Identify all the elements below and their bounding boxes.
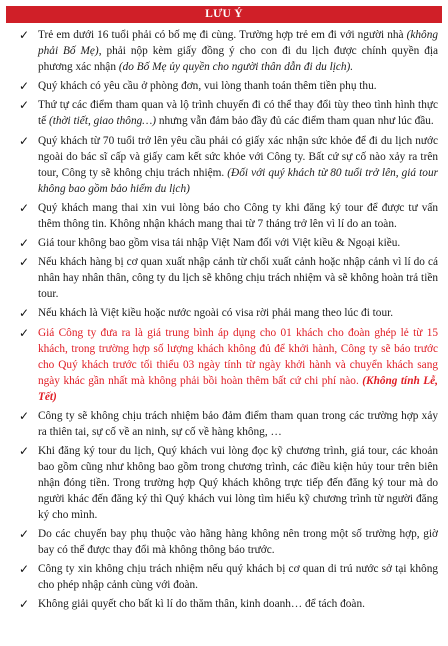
text-run: Quý khách từ 70 tuổi trở lên yêu cầu phải có giấy xác nhận sức khỏe để đi du lịch nước ngoài do bác sĩ cấp và giấy cam kết sức khỏe với Công ty. Bất cứ sự cố nào xảy ra trên tour, Công ty sẽ không chịu trách nhiệm. xyxy=(38,134,438,179)
list-item-text xyxy=(38,325,438,405)
list-item xyxy=(0,254,448,302)
list-item-text xyxy=(38,133,438,197)
list-item xyxy=(0,443,448,523)
list-item-text xyxy=(38,97,438,129)
text-run: nhưng vẫn đảm bảo đầy đủ các điểm tham quan như lúc đầu. xyxy=(156,115,434,128)
text-run: (không phải Bố Mẹ) xyxy=(38,29,438,57)
list-item-text xyxy=(38,305,438,321)
list-item xyxy=(0,235,448,251)
checkmark-icon: ✓ xyxy=(19,98,30,113)
text-run: (Không tính Lễ, Tết) xyxy=(38,374,438,403)
checkmark-icon: ✓ xyxy=(19,306,30,321)
text-run: Khi đăng ký tour du lịch, Quý khách vui lòng đọc kỹ chương trình, giá tour, các khoản bao gồm cũng như không bao gồm trong chương trình, các điều kiện hủy tour trên biên nhận đóng tiền. Trong trường hợp Quý khách không trực tiếp đến đăng ký tour mà do người khác đến đăng ký thì Quý khách vui lòng tìm hiểu kỹ chương trình từ người đăng ký cho mình. xyxy=(38,444,438,521)
list-item-text xyxy=(38,408,438,440)
list-item xyxy=(0,596,448,612)
list-item-text xyxy=(38,561,438,593)
list-item xyxy=(0,408,448,440)
text-run: Quý khách mang thai xin vui lòng báo cho Công ty khi đăng ký tour để được tư vấn thêm thông tin. Không nhận khách mang thai từ 7 tháng trở lên vì lí do an toàn. xyxy=(38,201,438,230)
checkmark-icon: ✓ xyxy=(19,527,30,542)
list-item-text xyxy=(38,235,438,251)
list-item-text xyxy=(38,200,438,232)
list-item xyxy=(0,200,448,232)
page-title: LƯU Ý xyxy=(6,6,442,23)
text-run: (thời tiết, giao thông…) xyxy=(48,115,157,128)
text-run: (Đối với quý khách từ 80 tuổi trở lên, giá tour không bao gồm bảo hiểm du lịch) xyxy=(38,166,438,195)
list-item-text xyxy=(38,443,438,523)
checkmark-icon: ✓ xyxy=(19,235,30,250)
text-run: Công ty sẽ không chịu trách nhiệm bảo đảm điểm tham quan trong các trường hợp xảy ra thiên tai, sự cố về an ninh, sự cố về hàng không, … xyxy=(38,409,438,438)
checkmark-icon: ✓ xyxy=(19,79,30,94)
text-run: Công ty xin không chịu trách nhiệm nếu quý khách bị cơ quan di trú nước sở tại không cho phép nhập cảnh cùng với đoàn. xyxy=(38,563,438,592)
list-item xyxy=(0,526,448,558)
text-run: Không giải quyết cho bất kì lí do thăm thân, kinh doanh… để tách đoàn. xyxy=(38,598,365,611)
text-run: Giá Công ty đưa ra là giá trung bình áp dụng cho 01 khách cho đoàn ghép lẻ từ 15 khách, trong trường hợp số lượng khách không đủ để khởi hành, Công ty sẽ báo trước cho Quý khách trước tối thiểu 03 ngày tính từ ngày khởi hành và chuyển khách sang ngày khác gần nhất mà không phải bồi hoàn thêm bất cứ chi phí nào. xyxy=(38,326,438,387)
checkmark-icon: ✓ xyxy=(19,255,30,270)
list-item xyxy=(0,305,448,321)
text-run: Nếu khách là Việt kiều hoặc nước ngoài có visa rời phải mang theo lúc đi tour. xyxy=(38,307,394,320)
list-item xyxy=(0,133,448,197)
checkmark-icon: ✓ xyxy=(19,200,30,215)
text-run: (do Bố Mẹ ủy quyền cho người thân dẫn đi du lịch). xyxy=(118,61,354,73)
list-item xyxy=(0,561,448,593)
list-item xyxy=(0,97,448,129)
list-item-text xyxy=(38,27,438,75)
text-run: Nếu khách hàng bị cơ quan xuất nhập cảnh từ chối xuất cảnh hoặc nhập cảnh vì lí do cá nhân hay nhân thân, công ty du lịch sẽ không chịu trách nhiệm và sẽ không hoàn trả tiền tour. xyxy=(38,256,438,301)
list-item-text xyxy=(38,596,438,612)
text-run: Quý khách có yêu cầu ở phòng đơn, vui lòng thanh toán thêm tiền phụ thu. xyxy=(38,80,377,93)
checkmark-icon: ✓ xyxy=(19,443,30,458)
list-item xyxy=(0,27,448,75)
checkmark-icon: ✓ xyxy=(19,133,30,148)
text-run: Giá tour không bao gồm visa tái nhập Việt Nam đối với Việt kiều & Ngoại kiều. xyxy=(38,236,401,249)
checkmark-icon: ✓ xyxy=(19,562,30,577)
text-run: , phải nộp kèm giấy đồng ý cho con đi du lịch được chính quyền địa phương xác nhận xyxy=(38,45,439,73)
list-item-text xyxy=(38,254,438,302)
notes-list xyxy=(0,27,448,616)
checkmark-icon: ✓ xyxy=(19,597,30,612)
list-item-text xyxy=(38,526,438,558)
checkmark-icon: ✓ xyxy=(19,28,30,42)
list-item-text xyxy=(38,78,438,94)
text-run: Thứ tự các điểm tham quan và lộ trình chuyến đi có thể thay đổi tùy theo tình hình thực tế xyxy=(38,99,438,128)
text-run: Trẻ em dưới 16 tuổi phải có bố mẹ đi cùng. Trường hợp trẻ em đi với người nhà xyxy=(38,29,407,41)
text-run: Do các chuyến bay phụ thuộc vào hãng hàng không nên trong một số trường hợp, giờ bay có thể được thay đổi mà không thông báo trước. xyxy=(38,528,438,557)
checkmark-icon: ✓ xyxy=(19,408,30,423)
list-item xyxy=(0,78,448,94)
list-item xyxy=(0,325,448,405)
checkmark-icon: ✓ xyxy=(19,325,30,340)
